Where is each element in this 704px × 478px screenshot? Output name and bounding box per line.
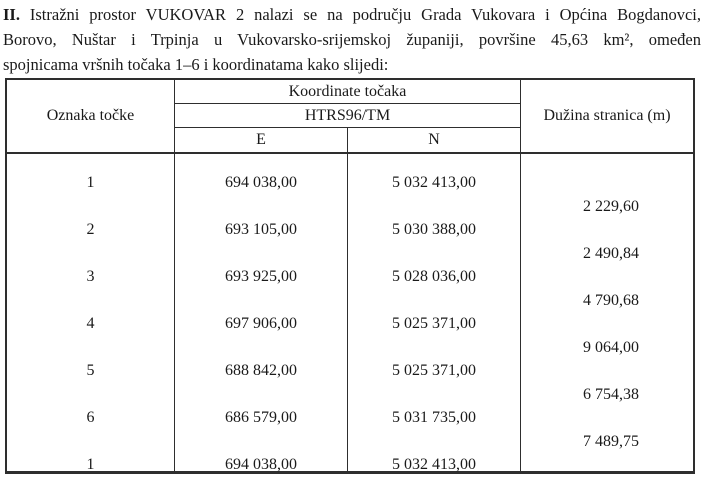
point-label: 1 [86, 456, 95, 473]
side-length-value: 2 229,60 [583, 198, 639, 215]
header-coordinates-group [174, 80, 521, 152]
intro-paragraph [3, 2, 701, 77]
east-value: 694 038,00 [225, 456, 297, 473]
side-length-value: 4 790,68 [583, 292, 639, 309]
coordinates-table [5, 78, 695, 474]
section-number: II. [3, 5, 20, 24]
east-value: 693 105,00 [225, 221, 297, 238]
header-east: E [256, 131, 266, 148]
point-label: 5 [86, 362, 95, 379]
east-value: 688 842,00 [225, 362, 297, 379]
side-length-value: 7 489,75 [583, 433, 639, 450]
north-value: 5 028 036,00 [392, 268, 476, 285]
point-label: 3 [86, 268, 95, 285]
point-label: 1 [86, 174, 95, 191]
paragraph-line-3: spojnicama vršnih točaka 1–6 i koordinatama kako slijedi: [3, 55, 389, 74]
point-label: 4 [86, 315, 95, 332]
header-crs: HTRS96/TM [175, 104, 520, 128]
header-point-label: Oznaka točke [46, 107, 135, 124]
header-coords-title: Koordinate točaka [175, 80, 520, 104]
header-en-row [175, 128, 520, 152]
point-label: 2 [86, 221, 95, 238]
paragraph-line-1-text: Istražni prostor VUKOVAR 2 nalazi se na području Grada Vukovara i Općina Bogdanovci, [19, 5, 701, 24]
north-value: 5 032 413,00 [392, 174, 476, 191]
paragraph-line-1 [3, 2, 701, 27]
column-east-values [174, 154, 347, 471]
header-north: N [347, 128, 520, 152]
north-value: 5 032 413,00 [392, 456, 476, 473]
side-length-value: 6 754,38 [583, 386, 639, 403]
north-value: 5 030 388,00 [392, 221, 476, 238]
north-value: 5 031 735,00 [392, 409, 476, 426]
east-value: 686 579,00 [225, 409, 297, 426]
east-value: 694 038,00 [225, 174, 297, 191]
north-value: 5 025 371,00 [392, 315, 476, 332]
column-point-labels [7, 154, 174, 471]
column-side-lengths [520, 154, 693, 471]
paragraph-line-2: Borovo, Nuštar i Trpinja u Vukovarsko-srijemskoj županiji, površine 45,63 km², omeđen [3, 30, 701, 49]
east-value: 697 906,00 [225, 315, 297, 332]
side-length-value: 9 064,00 [583, 339, 639, 356]
column-north-values [347, 154, 520, 471]
header-side-length: Dužina stranica (m) [543, 107, 671, 124]
table-header [7, 80, 693, 154]
point-label: 6 [86, 409, 95, 426]
north-value: 5 025 371,00 [392, 362, 476, 379]
side-length-value: 2 490,84 [583, 245, 639, 262]
table-body [7, 154, 693, 471]
east-value: 693 925,00 [225, 268, 297, 285]
